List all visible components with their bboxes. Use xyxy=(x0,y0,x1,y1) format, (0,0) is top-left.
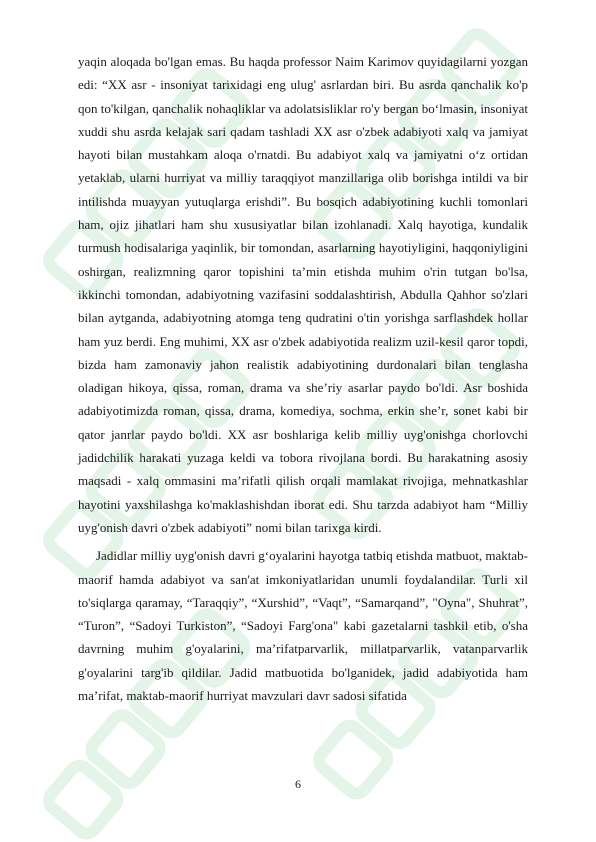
paragraph-1: yaqin aloqada bo'lgan emas. Bu haqda professor Naim Karimov quyidagilarni yozgan edi: “XX asr - insoniyat tarixidagi eng ulug' asrlardan biri. Bu asrda qanchalik ko'p qon to'kilgan, qanchalik nohaqliklar va adolatsisliklar ro'y bergan bo‘lmasin, insoniyat xuddi shu asrda kelajak sari qadam tashladi XX asr o'zbek adabiyoti xalq va jamiyat hayoti bilan mustahkam aloqa o'rnatdi. Bu adabiyot xalq va jamiyatni o‘z ortidan yetaklab, ularni hurriyat va milliy taraqqiyot manzillariga olib borishga intildi va bir intilishda muayyan yutuqlarga erishdi”. Bu bosqich adabiyotining kuchli tomonlari ham, ojiz jihatlari ham shu xususiyatlar bilan izohlanadi. Xalq hayotiga, kundalik turmush hodisalariga yaqinlik, bir tomondan, asarlarning hayotiyligini, haqqoniyligini oshirgan, realizmning qaror topishini ta’min etishda muhim o'rin tutgan bo'lsa, ikkinchi tomondan, adabiyotning vazifasini soddalashtirish, Abdulla Qahhor so'zlari bilan aytganda, adabiyotning atomga teng qudratini o'tin yorishga sarflashdek hollar ham yuz berdi. Eng muhimi, XX asr o'zbek adabiyotida realizm uzil-kesil qaror topdi, bizda ham zamonaviy jahon realistik adabiyotining durdonalari bilan tenglasha oladigan hikoya, qissa, roman, drama va she’riy asarlar paydo bo'ldi. Asr boshida adabiyotimizda roman, qissa, drama, komediya, sochma, erkin she’r, sonet kabi bir qator janrlar paydo bo'ldi. XX asr boshlariga kelib milliy uyg'onishga chorlovchi jadidchilik harakati yuzaga keldi va tobora rivojlana bordi. Bu harakatning asosiy maqsadi - xalq ommasini ma’rifatli qilish orqali mamlakat rivojiga, mehnatkashlar hayotini yaxshilashga ko'maklashishdan iborat edi. Shu tarzda adabiyot ham “Milliy uyg'onish davri o'zbek adabiyoti” nomi bilan tarixga kirdi. xyxy=(78,54,528,535)
paragraph-2: Jadidlar milliy uyg'onish davri g‘oyalarini hayotga tatbiq etishda matbuot, maktab-maorif hamda adabiyot va san'at imkoniyatlaridan unumli foydalandilar. Turli xil to'siqlarga qaramay, “Taraqqiy”, “Xurshid”, “Vaqt”, “Samarqand”, "Oyna", Shuhrat”, “Turon”, “Sadoyi Turkiston”, “Sadoyi Farg'ona" kabi gazetalarni tashkil etib, o'sha davrning muhim g'oyalarini, ma’rifatparvarlik, millatparvarlik, vatanparvarlik g'oyalarini targ'ib qildilar. Jadid matbuotida bo'lganidek, jadid adabiyotida ham ma’rifat, maktab-maorif hurriyat mavzulari davr sadosi sifatida xyxy=(78,548,528,704)
document-page xyxy=(78,50,528,707)
page-number: 6 xyxy=(295,777,301,791)
